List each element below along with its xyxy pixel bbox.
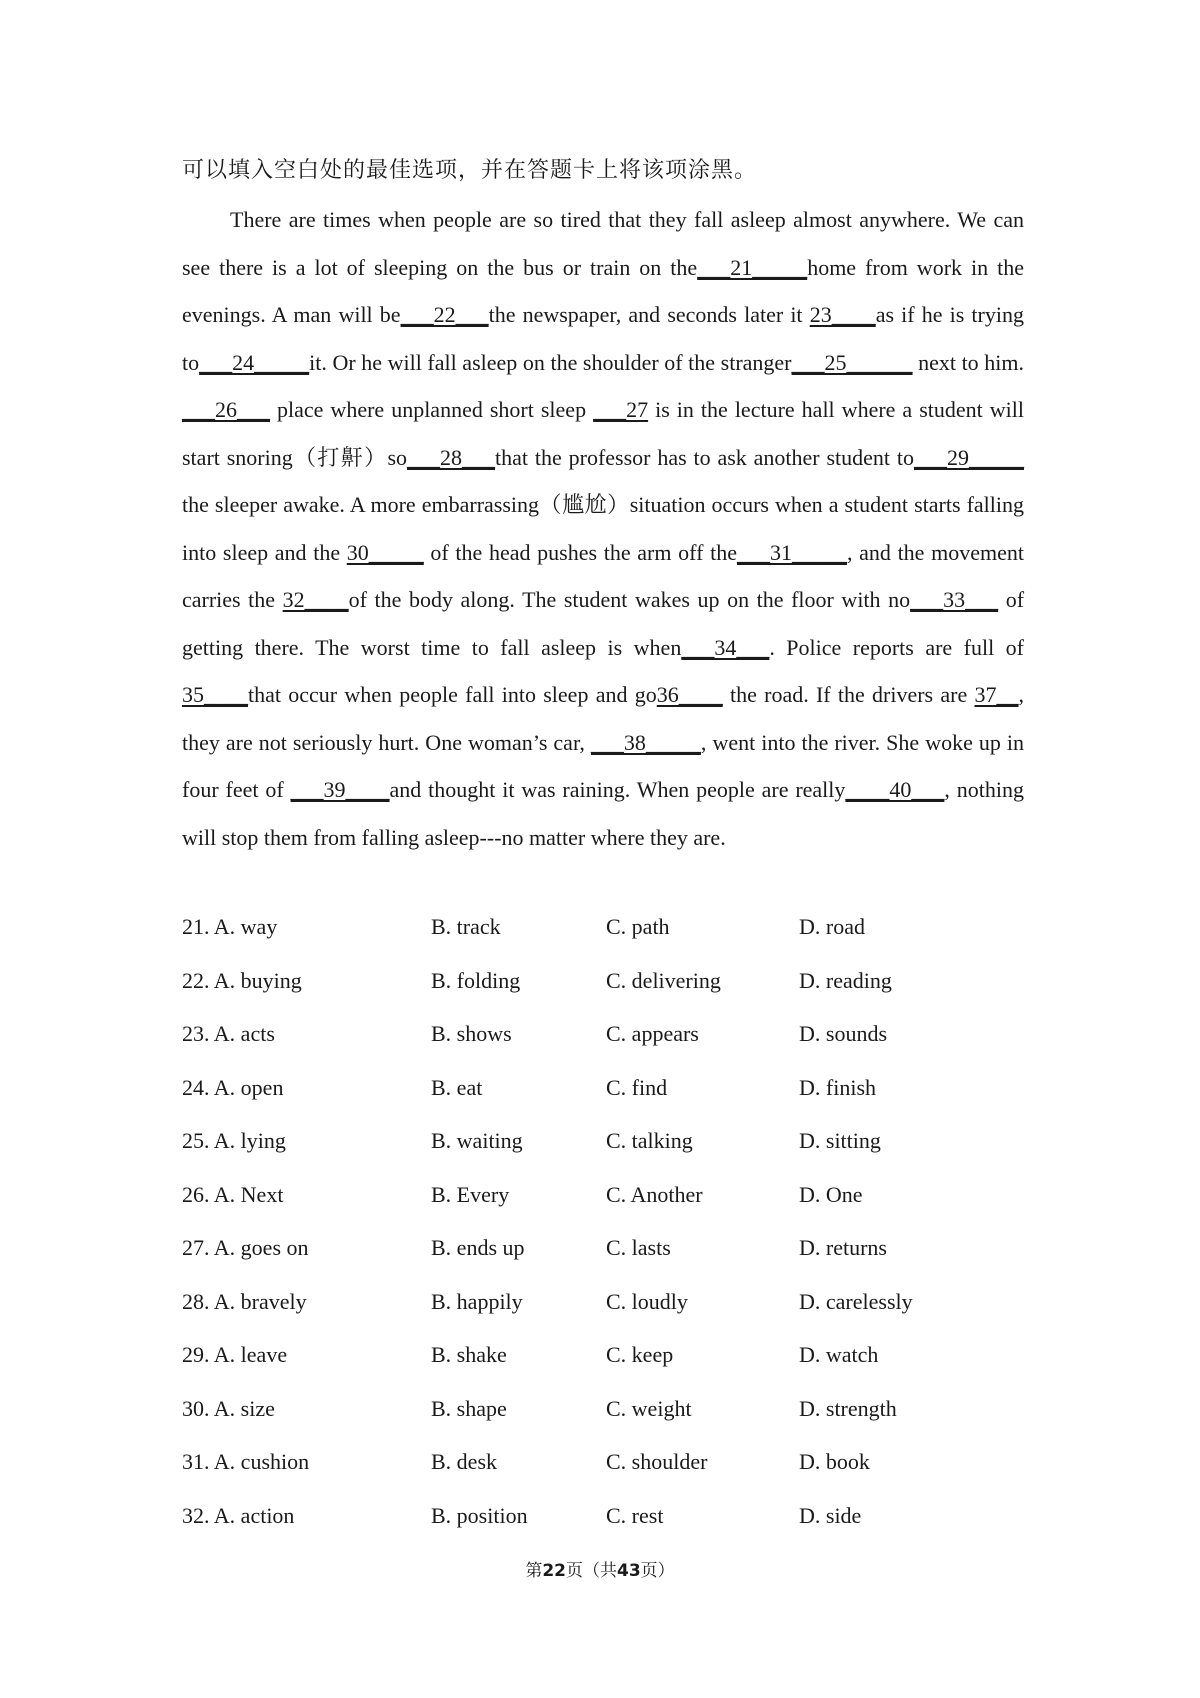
option-b: B. folding — [431, 967, 521, 993]
passage-text: as if he is trying to — [182, 302, 1024, 375]
passage-text: that the professor has to ask another student to — [495, 444, 914, 470]
passage-blank: ___33___ — [910, 587, 999, 612]
option-b: B. happily — [431, 1288, 523, 1314]
option-a: 30. A. size — [182, 1395, 275, 1421]
option-b: B. Every — [431, 1181, 510, 1207]
option-c: C. path — [606, 914, 670, 939]
option-d: D. reading — [799, 967, 892, 993]
option-row — [182, 1496, 1002, 1550]
passage-text: that occur when people fall into sleep and go — [248, 682, 657, 707]
option-row — [182, 907, 1002, 961]
option-b: B. shows — [431, 1021, 512, 1046]
option-c: C. lasts — [606, 1235, 671, 1260]
passage-text: the sleeper awake. A more embarrassing（尴尬）situation occurs when a student starts falling into sleep and the — [182, 492, 1024, 565]
footer-middle: 页（共 — [566, 1561, 617, 1581]
passage-text: . Police reports are full of — [769, 634, 1024, 660]
passage-text: , and the movement carries the — [182, 539, 1024, 612]
option-d: D. finish — [799, 1074, 876, 1100]
section-instruction: 可以填入空白处的最佳选项，并在答题卡上将该项涂黑。 — [182, 157, 758, 182]
option-a: 24. A. open — [182, 1074, 284, 1100]
passage-blank: ___28___ — [407, 444, 496, 470]
option-d: D. One — [799, 1181, 863, 1207]
passage-blank: ___21_____ — [697, 254, 808, 280]
option-c: C. appears — [606, 1021, 699, 1046]
option-d: D. carelessly — [799, 1288, 913, 1314]
passage-text: is in the lecture hall where a student will start snoring（打鼾）so — [182, 397, 1025, 470]
passage-blank: ___34___ — [681, 634, 770, 660]
option-row — [182, 1175, 1002, 1229]
passage-blank: 32____ — [282, 587, 349, 612]
option-a: 27. A. goes on — [182, 1235, 309, 1260]
passage-text: of the body along. The student wakes up on the floor with no — [348, 587, 911, 612]
passage-blank: 23____ — [809, 302, 876, 327]
option-d: D. sitting — [799, 1128, 881, 1153]
option-b: B. position — [431, 1502, 528, 1528]
option-d: D. sounds — [799, 1021, 888, 1046]
option-b: B. eat — [431, 1074, 483, 1100]
passage-text: it. Or he will fall asleep on the shoulder of the stranger — [309, 349, 792, 375]
passage-blank: ___29_____ — [913, 444, 1024, 470]
passage-text: place where unplanned short sleep — [270, 397, 594, 422]
option-c: C. delivering — [606, 967, 721, 993]
option-c: C. find — [606, 1074, 668, 1100]
option-b: B. waiting — [431, 1128, 523, 1153]
option-b: B. shake — [431, 1342, 507, 1367]
option-row — [182, 1068, 1002, 1122]
passage-blank: ___26___ — [182, 397, 270, 422]
passage-blank: 30_____ — [346, 539, 424, 565]
passage-blank: ___31_____ — [736, 539, 847, 565]
passage-blank: ___38_____ — [590, 729, 701, 755]
option-c: C. rest — [606, 1502, 664, 1528]
option-b: B. desk — [431, 1449, 497, 1474]
option-d: D. road — [799, 914, 865, 939]
option-a: 26. A. Next — [182, 1181, 284, 1207]
cloze-passage — [182, 196, 1024, 861]
passage-blank: ____40___ — [845, 777, 945, 802]
option-a: 23. A. acts — [182, 1021, 275, 1046]
option-b: B. track — [431, 914, 501, 939]
option-row — [182, 1442, 1002, 1496]
option-c: C. Another — [606, 1181, 703, 1207]
option-row — [182, 961, 1002, 1015]
option-a: 21. A. way — [182, 914, 278, 939]
footer-prefix: 第 — [525, 1561, 543, 1581]
option-a: 25. A. lying — [182, 1128, 286, 1153]
option-row — [182, 1014, 1002, 1068]
passage-text: next to him. — [912, 349, 1024, 375]
option-b: B. ends up — [431, 1235, 525, 1260]
total-pages: 43 — [617, 1561, 641, 1581]
option-a: 22. A. buying — [182, 967, 302, 993]
option-row — [182, 1282, 1002, 1336]
option-c: C. loudly — [606, 1288, 688, 1314]
passage-text: , nothing will stop them from falling asleep---no matter where they are. — [182, 777, 1024, 850]
passage-blank: ___39____ — [290, 777, 390, 802]
passage-blank: ___25______ — [791, 349, 913, 375]
option-row — [182, 1121, 1002, 1175]
passage-text: the road. If the drivers are — [722, 682, 975, 707]
page-number: 22 — [542, 1561, 566, 1581]
passage-text: the newspaper, and seconds later it — [488, 302, 810, 327]
option-c: C. talking — [606, 1128, 693, 1153]
option-d: D. side — [799, 1502, 862, 1528]
passage-text: , they are not seriously hurt. One woman’s car, — [182, 682, 1024, 755]
passage-blank: 35____ — [182, 682, 248, 707]
passage-blank: 37__ — [974, 682, 1019, 707]
passage-text: There are times when people are so tired that they fall asleep almost anywhere. We can see there is a lot of sleeping on the bus or train on the — [182, 207, 1024, 280]
option-a: 29. A. leave — [182, 1342, 288, 1367]
passage-blank: ___27 — [593, 397, 649, 422]
passage-text: of getting there. The worst time to fall asleep is when — [182, 587, 1025, 660]
option-row — [182, 1228, 1002, 1282]
option-a: 31. A. cushion — [182, 1449, 310, 1474]
passage-text: of the head pushes the arm off the — [423, 539, 737, 565]
option-a: 28. A. bravely — [182, 1288, 307, 1314]
passage-blank: ___24_____ — [199, 349, 310, 375]
page-footer — [0, 1556, 1200, 1586]
option-row — [182, 1335, 1002, 1389]
option-d: D. strength — [799, 1395, 897, 1421]
passage-text: home from work in the evenings. A man will be — [182, 254, 1024, 327]
passage-blank: ___22___ — [400, 302, 489, 327]
passage-text: , went into the river. She woke up in four feet of — [182, 729, 1024, 802]
passage-text: and thought it was raining. When people are really — [389, 777, 846, 802]
option-c: C. keep — [606, 1342, 674, 1367]
option-row — [182, 1389, 1002, 1443]
passage-blank: 36____ — [656, 682, 723, 707]
answer-options — [182, 907, 1002, 1549]
option-c: C. weight — [606, 1395, 692, 1421]
option-c: C. shoulder — [606, 1449, 708, 1474]
option-a: 32. A. action — [182, 1502, 295, 1528]
footer-suffix: 页） — [640, 1561, 675, 1581]
option-d: D. book — [799, 1449, 870, 1474]
option-d: D. returns — [799, 1235, 887, 1260]
option-b: B. shape — [431, 1395, 507, 1421]
option-d: D. watch — [799, 1342, 879, 1367]
